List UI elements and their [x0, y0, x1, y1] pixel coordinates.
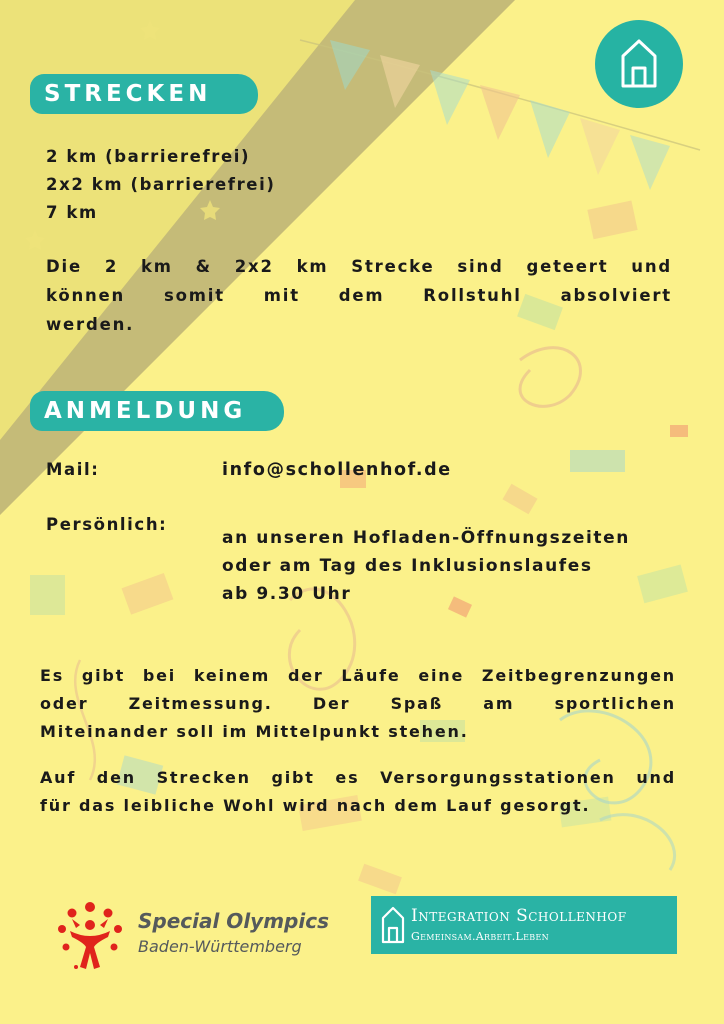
schollenhof-logo [371, 896, 677, 954]
personal-line: oder am Tag des Inklusionslaufes [222, 556, 593, 576]
special-olympics-title: Special Olympics [138, 909, 329, 933]
info-line: Miteinander soll im Mittelpunkt stehen. [40, 722, 469, 741]
mail-link[interactable]: info@schollenhof.de [222, 460, 452, 480]
home-icon [619, 38, 659, 90]
info-line: Auf den Strecken gibt es Versorgungsstationen und [40, 768, 676, 787]
anmeldung-heading: ANMELDUNG [30, 391, 284, 431]
home-button[interactable] [595, 20, 683, 108]
strecken-heading: STRECKEN [30, 74, 258, 114]
info-line: oder Zeitmessung. Der Spaß am sportlichen [40, 694, 676, 713]
route-note-line: Die 2 km & 2x2 km Strecke sind geteert und [46, 257, 672, 276]
schollenhof-title: Integration Schollenhof [411, 906, 627, 926]
route-note-line: werden. [46, 315, 135, 334]
personal-line: an unseren Hofladen-Öffnungszeiten [222, 528, 630, 548]
info-paragraph-2 [40, 764, 676, 820]
personal-details [222, 524, 630, 608]
route-item: 2x2 km (barrierefrei) [46, 175, 276, 194]
personal-label: Persönlich: [46, 515, 168, 534]
info-line: für das leibliche Wohl wird nach dem Lauf gesorgt. [40, 796, 591, 815]
special-olympics-logo [50, 895, 370, 975]
house-icon [381, 906, 405, 944]
route-item: 7 km [46, 203, 98, 222]
info-line: Es gibt bei keinem der Läufe eine Zeitbegrenzungen [40, 666, 676, 685]
schollenhof-subtitle: Gemeinsam.Arbeit.Leben [411, 930, 549, 943]
route-note [46, 252, 672, 339]
special-olympics-subtitle: Baden-Württemberg [138, 937, 302, 956]
special-olympics-logo-icon [50, 895, 130, 975]
personal-line: ab 9.30 Uhr [222, 584, 352, 604]
route-item: 2 km (barrierefrei) [46, 147, 251, 166]
route-note-line: können somit mit dem Rollstuhl absolviert [46, 286, 672, 305]
mail-label: Mail: [46, 460, 100, 479]
info-paragraph-1 [40, 662, 676, 746]
